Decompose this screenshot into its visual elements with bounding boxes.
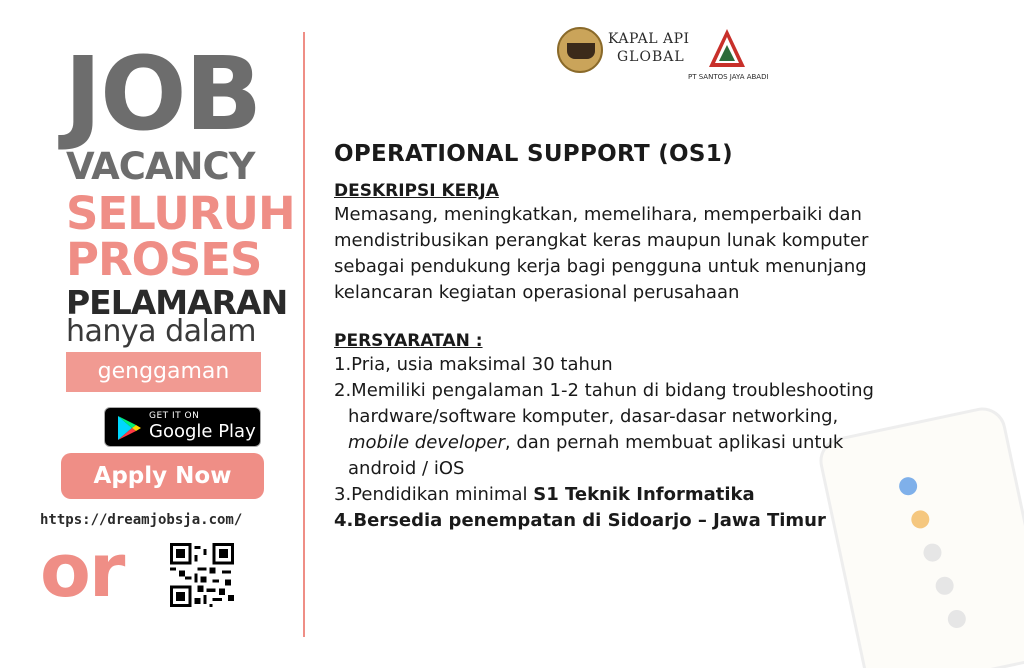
santos-mountain-icon (707, 27, 747, 69)
requirements-list (334, 352, 1004, 534)
job-title: OPERATIONAL SUPPORT (OS1) (334, 141, 733, 167)
santos-text: PT SANTOS JAYA ABADI (688, 73, 769, 81)
headline-proses: PROSES (66, 233, 262, 286)
description-line: kelancaran kegiatan operasional perusahaan (334, 282, 740, 303)
requirement-text: 3.Pendidikan minimal (334, 484, 534, 505)
requirement-item (334, 482, 1004, 508)
requirements-heading: PERSYARATAN : (334, 331, 483, 351)
job-details (334, 140, 1004, 534)
description-line: sebagai pendukung kerja bagi pengguna untuk menunjang (334, 256, 867, 277)
requirement-line: 2.Memiliki pengalaman 1-2 tahun di bidang troubleshooting (334, 380, 874, 401)
requirement-item: 1.Pria, usia maksimal 30 tahun (334, 354, 613, 375)
requirement-line: android / iOS (348, 458, 465, 479)
left-panel (0, 0, 300, 668)
requirement-item (334, 378, 1004, 482)
description-line: mendistribusikan perangkat keras maupun lunak komputer (334, 230, 869, 251)
google-play-name: Google Play (149, 421, 256, 442)
headline-hanya-dalam: hanya dalam (66, 314, 256, 349)
headline-seluruh: SELURUH (66, 187, 295, 240)
kapal-api-logo (557, 27, 693, 75)
kapal-global-text: GLOBAL (617, 49, 685, 65)
google-play-badge[interactable] (104, 407, 261, 447)
description-heading: DESKRIPSI KERJA (334, 181, 499, 201)
ship-emblem-icon (557, 27, 603, 73)
santos-logo (688, 27, 773, 85)
requirement-line: hardware/software komputer, dasar-dasar networking, (348, 406, 839, 427)
step-dot (922, 542, 943, 563)
requirement-italic: mobile developer (348, 432, 505, 453)
website-link[interactable]: https://dreamjobsja.com/ (40, 512, 243, 528)
step-dot (946, 608, 967, 629)
description-text (334, 202, 994, 306)
google-play-icon (115, 414, 143, 442)
headline-genggaman: genggaman (66, 352, 261, 392)
qr-code-icon[interactable] (170, 543, 234, 607)
description-line: Memasang, meningkatkan, memelihara, memperbaiki dan (334, 204, 862, 225)
requirement-item: 4.Bersedia penempatan di Sidoarjo – Jawa Timur (334, 510, 826, 531)
kapal-api-text: KAPAL API (608, 31, 690, 47)
requirement-bold: S1 Teknik Informatika (533, 484, 755, 505)
requirement-text: , dan pernah membuat aplikasi untuk (504, 432, 844, 453)
vertical-divider (303, 32, 305, 637)
requirement-line (334, 430, 999, 456)
google-play-top-text: GET IT ON (149, 411, 200, 421)
or-label: or (40, 528, 124, 614)
apply-now-button[interactable]: Apply Now (61, 453, 264, 499)
step-dot (934, 575, 955, 596)
headline-pelamaran: PELAMARAN (66, 283, 288, 322)
headline-vacancy: VACANCY (66, 145, 255, 188)
headline-job: JOB (64, 35, 261, 154)
